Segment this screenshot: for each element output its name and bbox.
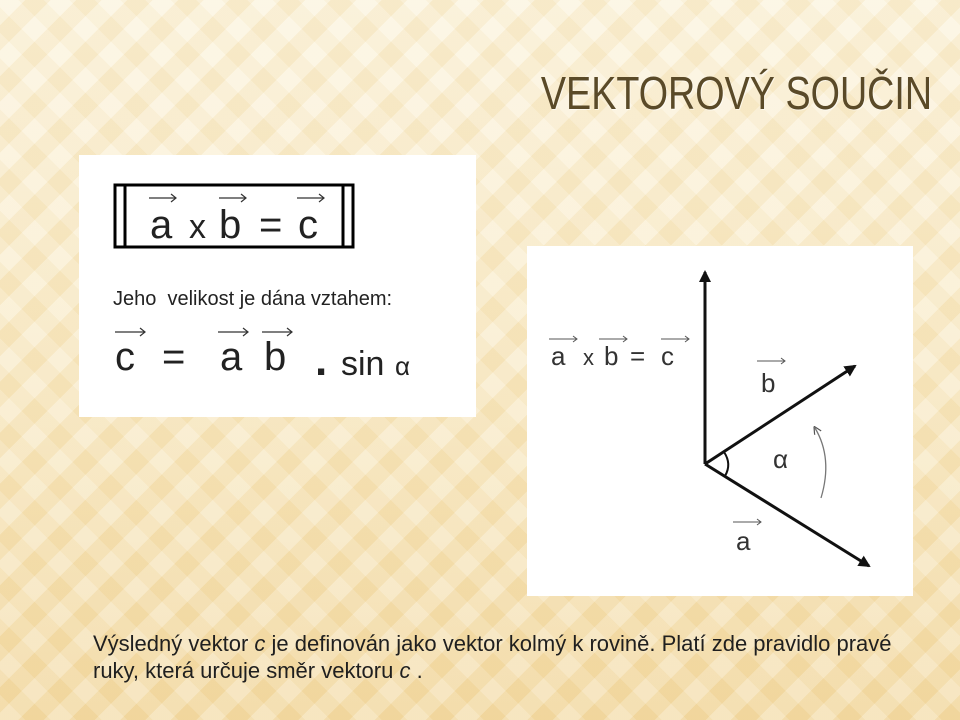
description-part-1: Výsledný vektor — [93, 631, 255, 656]
diagram-formula-a: a — [551, 341, 566, 371]
diagram-formula-b: b — [604, 341, 619, 371]
diagram-formula-c: c — [661, 341, 674, 371]
magnitude-c: c — [115, 335, 135, 379]
formula-a: a — [150, 203, 173, 247]
label-b: b — [761, 368, 776, 398]
diagram-formula-equals: = — [630, 341, 646, 371]
magnitude-equals: = — [162, 335, 186, 379]
magnitude-dot: . — [315, 336, 328, 385]
description-var-c-2: c — [399, 658, 411, 683]
formula-cross: x — [189, 208, 206, 246]
formula-figure — [79, 155, 476, 417]
label-b-arrow — [757, 358, 785, 364]
diagram-formula-cross: x — [583, 345, 594, 370]
magnitude-alpha: α — [395, 351, 411, 381]
rotation-arrow — [815, 428, 826, 498]
description-var-c: c — [254, 631, 266, 656]
description-part-2: je definován jako vektor kolmý k rovině. Platí zde pravidlo pravé ruky, která určuje směr vektoru — [93, 631, 892, 683]
angle-arc — [724, 452, 728, 476]
magnitude-b: b — [264, 335, 287, 379]
description-text — [93, 630, 923, 684]
formula-equals: = — [259, 203, 283, 247]
formula-c: c — [298, 203, 318, 247]
magnitude-sin: sin — [341, 345, 385, 383]
formula-b: b — [219, 203, 242, 247]
label-alpha: α — [773, 444, 789, 474]
label-a: a — [736, 526, 751, 556]
magnitude-caption: Jeho velikost je dána vztahem: — [113, 288, 393, 310]
formula-panel — [79, 155, 476, 417]
vector-diagram-panel — [527, 246, 913, 596]
slide-title: VEKTOROVÝ SOUČIN — [540, 67, 932, 119]
vector-a-arrow — [705, 464, 869, 566]
vector-arrows-top — [149, 194, 324, 202]
magnitude-a: a — [220, 335, 243, 379]
description-part-3: . — [410, 658, 423, 683]
label-a-arrow — [733, 519, 761, 525]
vector-diagram — [527, 246, 913, 596]
